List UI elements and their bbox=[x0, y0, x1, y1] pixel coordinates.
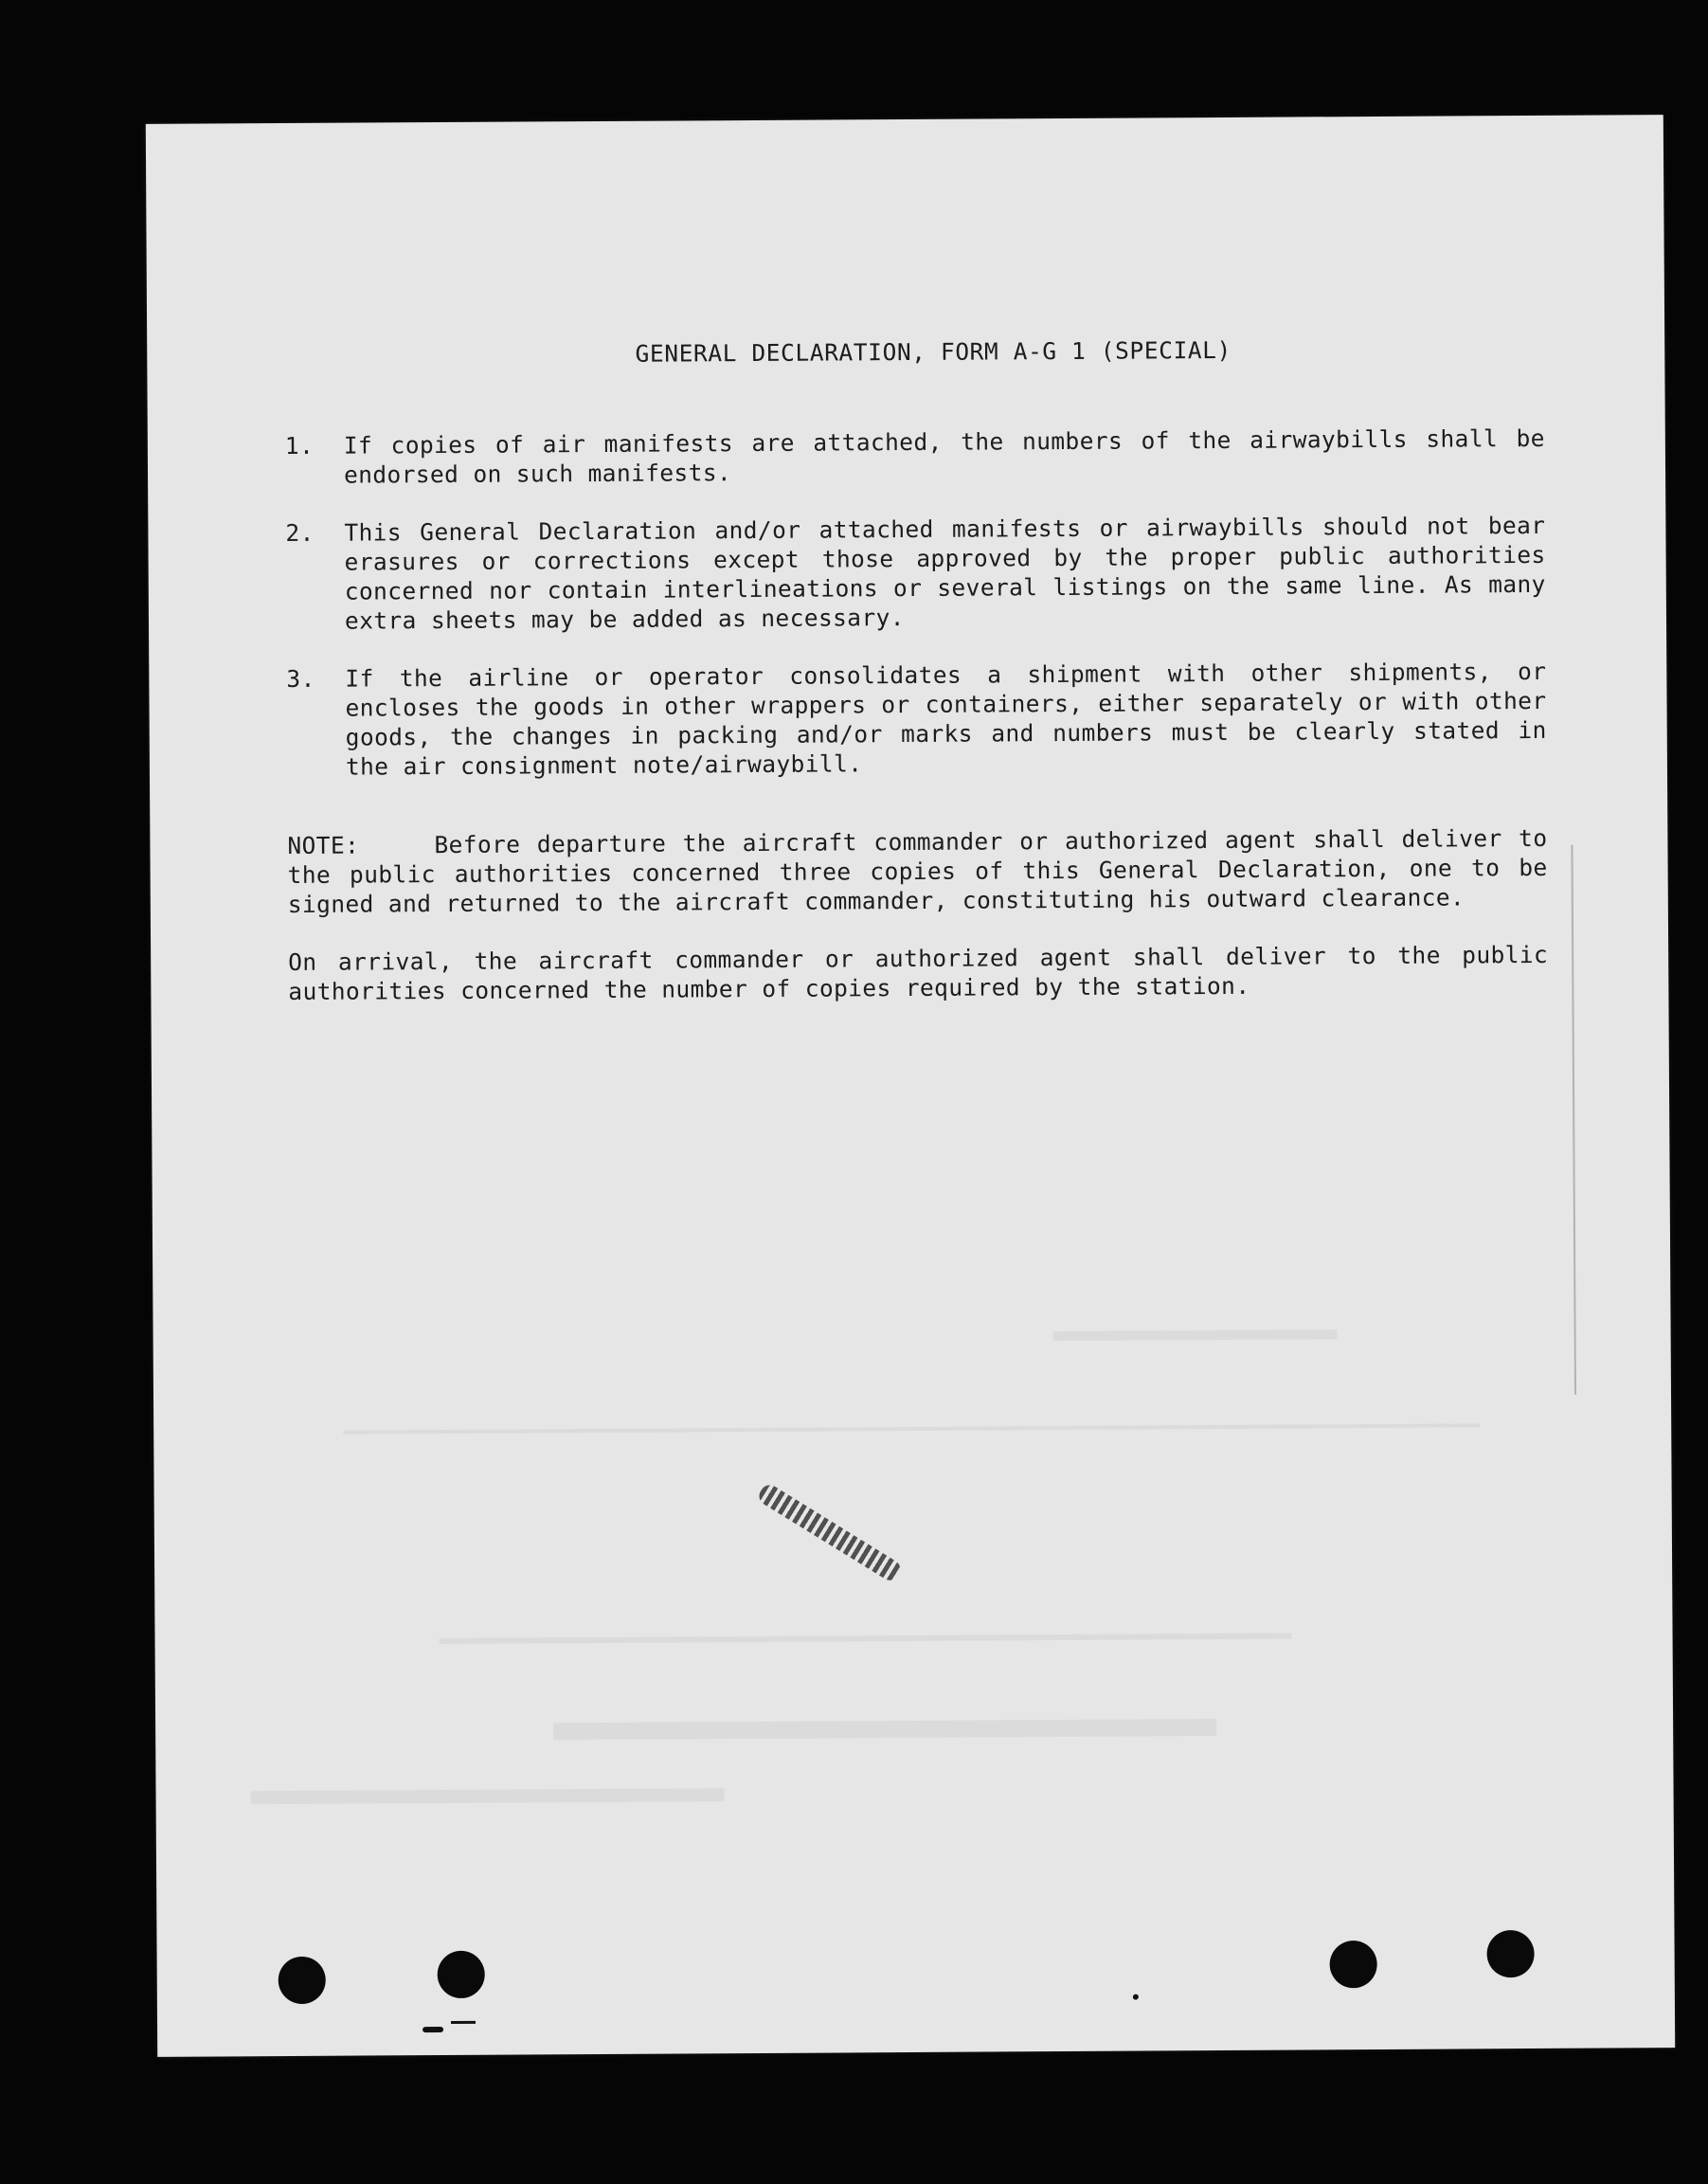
show-through-line bbox=[440, 1633, 1292, 1644]
note-text: Before departure the aircraft commander or authorized agent shall deliver to the public authorities concerned three copies of this General Declaration, one to be signed and returned to the aircraft commander, constituting his outward clearance. bbox=[287, 823, 1548, 919]
item-number: 3. bbox=[286, 664, 315, 694]
show-through-line bbox=[1053, 1329, 1338, 1341]
instruction-item bbox=[285, 424, 1545, 490]
ink-smudge bbox=[756, 1482, 904, 1584]
show-through-line bbox=[553, 1719, 1216, 1740]
punch-hole bbox=[279, 1957, 326, 2004]
instruction-item bbox=[286, 657, 1547, 782]
item-number: 1. bbox=[284, 431, 315, 460]
item-text: This General Declaration and/or attached manifests or airwaybills should not bear erasures or corrections except those approved by the proper public authorities concerned nor contain interlineations or several listings on the same line. As many extra sheets may be added as necessary. bbox=[344, 511, 1546, 635]
paper-sheet bbox=[146, 115, 1675, 2057]
note-label: NOTE: bbox=[287, 831, 360, 860]
item-text: If the airline or operator consolidates a shipment with other shipments, or encloses the goods in other wrappers or containers, either separately or with other goods, the changes in packing and/or marks and numbers must be clearly stated in the air consignment note/airwaybill. bbox=[345, 657, 1547, 781]
stray-mark bbox=[451, 2021, 476, 2024]
item-text: If copies of air manifests are attached, the numbers of the airwaybills shall be endorsed on such manifests. bbox=[343, 424, 1545, 489]
punch-hole bbox=[438, 1951, 485, 1998]
document-title: GENERAL DECLARATION, FORM A-G 1 (SPECIAL) bbox=[635, 335, 1232, 368]
document-body bbox=[284, 334, 1548, 1006]
punch-hole bbox=[1486, 1930, 1534, 1977]
stray-mark bbox=[423, 2027, 443, 2032]
item-number: 2. bbox=[285, 518, 315, 548]
instruction-item bbox=[285, 511, 1546, 636]
note-paragraph bbox=[287, 823, 1548, 919]
show-through-line bbox=[343, 1423, 1480, 1434]
arrival-paragraph: On arrival, the aircraft commander or authorized agent shall deliver to the public authorities concerned the number of copies required by the station. bbox=[288, 940, 1549, 1006]
show-through-line bbox=[251, 1788, 725, 1804]
stray-mark bbox=[1133, 1994, 1139, 2000]
margin-rule bbox=[1571, 845, 1576, 1395]
punch-hole bbox=[1330, 1940, 1377, 1988]
